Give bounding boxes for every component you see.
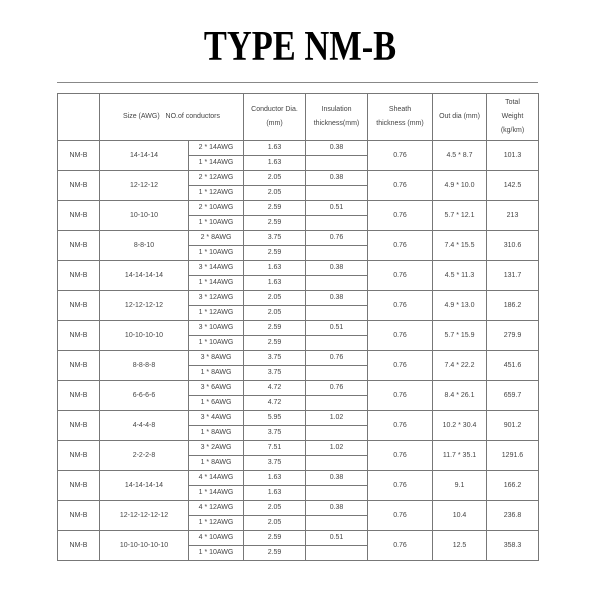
cell-conductors-ground: 1 * 12AWG [189, 306, 244, 321]
cell-insulation-empty [306, 456, 368, 471]
header-insulation [306, 94, 368, 141]
title-divider [57, 82, 538, 83]
table-row [58, 201, 539, 216]
table-row [58, 381, 539, 396]
cell-conductors-ground: 1 * 8AWG [189, 366, 244, 381]
cell-conductors-ground: 1 * 8AWG [189, 456, 244, 471]
page-title: TYPE NM-B [203, 24, 397, 70]
cell-weight: 310.6 [487, 231, 539, 261]
cell-out-dia: 7.4 * 22.2 [433, 351, 487, 381]
cell-conductor-dia-ground: 2.05 [244, 186, 306, 201]
cell-conductor-dia-ground: 2.59 [244, 216, 306, 231]
cell-out-dia: 4.5 * 11.3 [433, 261, 487, 291]
cell-type: NM-B [58, 171, 100, 201]
cell-weight: 186.2 [487, 291, 539, 321]
cell-insulation-empty [306, 396, 368, 411]
table-row [58, 351, 539, 366]
cell-insulation-empty [306, 516, 368, 531]
cell-weight: 101.3 [487, 141, 539, 171]
cell-conductors-ground: 1 * 12AWG [189, 516, 244, 531]
cell-type: NM-B [58, 291, 100, 321]
cell-conductors-ground: 1 * 12AWG [189, 186, 244, 201]
cell-size-awg: 12-12-12 [100, 171, 189, 201]
cell-sheath: 0.76 [368, 261, 433, 291]
cell-conductor-dia-main: 3.75 [244, 351, 306, 366]
cell-conductor-dia-main: 7.51 [244, 441, 306, 456]
header-out-dia: Out dia (mm) [433, 94, 487, 141]
cell-size-awg: 12-12-12-12 [100, 291, 189, 321]
cell-insulation-empty [306, 276, 368, 291]
cell-insulation: 1.02 [306, 441, 368, 456]
cell-conductors-ground: 1 * 14AWG [189, 486, 244, 501]
header-row [58, 94, 539, 141]
cell-insulation: 0.76 [306, 381, 368, 396]
header-weight-line3: (kg/km) [500, 127, 525, 134]
cell-out-dia: 7.4 * 15.5 [433, 231, 487, 261]
cell-conductor-dia-main: 2.05 [244, 501, 306, 516]
cell-size-awg: 8-8-10 [100, 231, 189, 261]
header-weight-line2: Weight [501, 113, 524, 120]
cell-out-dia: 4.9 * 10.0 [433, 171, 487, 201]
cell-sheath: 0.76 [368, 441, 433, 471]
table-row [58, 501, 539, 516]
cell-weight: 358.3 [487, 531, 539, 561]
cell-insulation: 0.76 [306, 231, 368, 246]
cell-conductors-ground: 1 * 14AWG [189, 276, 244, 291]
cell-type: NM-B [58, 531, 100, 561]
cell-weight: 1291.6 [487, 441, 539, 471]
cell-conductor-dia-ground: 2.59 [244, 336, 306, 351]
cell-conductor-dia-ground: 3.75 [244, 426, 306, 441]
cell-sheath: 0.76 [368, 381, 433, 411]
cell-type: NM-B [58, 411, 100, 441]
cell-conductor-dia-ground: 2.05 [244, 516, 306, 531]
cell-insulation: 0.51 [306, 531, 368, 546]
cell-type: NM-B [58, 201, 100, 231]
cell-weight: 166.2 [487, 471, 539, 501]
cell-size-awg: 12-12-12-12-12 [100, 501, 189, 531]
cell-insulation: 0.38 [306, 261, 368, 276]
cell-weight: 451.6 [487, 351, 539, 381]
cell-size-awg: 14-14-14-14 [100, 471, 189, 501]
cell-conductor-dia-ground: 1.63 [244, 276, 306, 291]
table-row [58, 291, 539, 306]
cell-out-dia: 10.4 [433, 501, 487, 531]
cell-sheath: 0.76 [368, 411, 433, 441]
cell-conductor-dia-main: 2.05 [244, 171, 306, 186]
cell-conductor-dia-main: 1.63 [244, 141, 306, 156]
cell-conductors-ground: 1 * 8AWG [189, 426, 244, 441]
cell-sheath: 0.76 [368, 291, 433, 321]
cell-conductor-dia-ground: 1.63 [244, 156, 306, 171]
cell-out-dia: 4.5 * 8.7 [433, 141, 487, 171]
header-insulation-line2: thickness(mm) [313, 120, 360, 127]
header-sheath-line2: thickness (mm) [376, 120, 424, 127]
cell-conductor-dia-main: 1.63 [244, 471, 306, 486]
cell-insulation-empty [306, 186, 368, 201]
header-sheath-line1: Sheath [388, 106, 412, 113]
cell-conductor-dia-main: 1.63 [244, 261, 306, 276]
table-row [58, 321, 539, 336]
cell-insulation: 0.76 [306, 351, 368, 366]
cell-weight: 142.5 [487, 171, 539, 201]
cell-conductor-dia-ground: 3.75 [244, 366, 306, 381]
cell-insulation: 0.38 [306, 291, 368, 306]
cell-conductors-main: 2 * 12AWG [189, 171, 244, 186]
cell-sheath: 0.76 [368, 231, 433, 261]
table-row [58, 471, 539, 486]
header-sheath [368, 94, 433, 141]
cell-conductors-main: 3 * 8AWG [189, 351, 244, 366]
cell-conductors-main: 4 * 10AWG [189, 531, 244, 546]
cell-conductor-dia-ground: 3.75 [244, 456, 306, 471]
table-row [58, 531, 539, 546]
header-type [58, 94, 100, 141]
cell-insulation: 0.51 [306, 321, 368, 336]
cell-out-dia: 12.5 [433, 531, 487, 561]
cell-insulation: 0.51 [306, 201, 368, 216]
cell-conductors-main: 4 * 12AWG [189, 501, 244, 516]
cell-type: NM-B [58, 381, 100, 411]
header-size-conductors [100, 94, 244, 141]
cell-insulation-empty [306, 486, 368, 501]
header-conductor-dia-line1: Conductor Dia. [251, 106, 298, 113]
cell-conductors-ground: 1 * 6AWG [189, 396, 244, 411]
cell-type: NM-B [58, 351, 100, 381]
cell-conductors-main: 2 * 8AWG [189, 231, 244, 246]
cell-sheath: 0.76 [368, 471, 433, 501]
cell-conductor-dia-ground: 2.59 [244, 546, 306, 561]
table-row [58, 411, 539, 426]
header-size-awg: Size (AWG) [123, 113, 160, 120]
cell-out-dia: 11.7 * 35.1 [433, 441, 487, 471]
cell-conductors-main: 3 * 14AWG [189, 261, 244, 276]
cell-insulation-empty [306, 366, 368, 381]
cell-out-dia: 4.9 * 13.0 [433, 291, 487, 321]
nm-b-spec-table [57, 93, 539, 561]
cell-type: NM-B [58, 231, 100, 261]
cell-conductor-dia-main: 2.59 [244, 201, 306, 216]
cell-size-awg: 8-8-8-8 [100, 351, 189, 381]
cell-size-awg: 6-6-6-6 [100, 381, 189, 411]
cell-insulation-empty [306, 216, 368, 231]
cell-conductors-ground: 1 * 10AWG [189, 336, 244, 351]
cell-size-awg: 14-14-14-14 [100, 261, 189, 291]
header-weight-line1: Total [505, 99, 520, 106]
cell-conductor-dia-main: 2.59 [244, 531, 306, 546]
cell-sheath: 0.76 [368, 201, 433, 231]
table-row [58, 171, 539, 186]
cell-type: NM-B [58, 471, 100, 501]
cell-weight: 213 [487, 201, 539, 231]
cell-conductors-main: 3 * 4AWG [189, 411, 244, 426]
cell-conductor-dia-main: 2.05 [244, 291, 306, 306]
cell-conductors-main: 2 * 14AWG [189, 141, 244, 156]
cell-conductor-dia-main: 2.59 [244, 321, 306, 336]
cell-insulation-empty [306, 246, 368, 261]
header-conductor-dia [244, 94, 306, 141]
cell-out-dia: 10.2 * 30.4 [433, 411, 487, 441]
cell-out-dia: 5.7 * 15.9 [433, 321, 487, 351]
table-row [58, 231, 539, 246]
cell-sheath: 0.76 [368, 321, 433, 351]
cell-insulation: 0.38 [306, 171, 368, 186]
cell-insulation-empty [306, 546, 368, 561]
cell-conductors-ground: 1 * 10AWG [189, 246, 244, 261]
cell-conductors-main: 2 * 10AWG [189, 201, 244, 216]
cell-conductors-main: 3 * 12AWG [189, 291, 244, 306]
cell-size-awg: 10-10-10-10 [100, 321, 189, 351]
header-num-conductors: NO.of conductors [165, 113, 220, 120]
cell-weight: 901.2 [487, 411, 539, 441]
table-row [58, 441, 539, 456]
header-weight [487, 94, 539, 141]
cell-weight: 131.7 [487, 261, 539, 291]
cell-insulation: 0.38 [306, 141, 368, 156]
cell-size-awg: 2-2-2-8 [100, 441, 189, 471]
cell-conductor-dia-main: 5.95 [244, 411, 306, 426]
cell-conductors-main: 3 * 6AWG [189, 381, 244, 396]
cell-sheath: 0.76 [368, 171, 433, 201]
cell-size-awg: 4-4-4-8 [100, 411, 189, 441]
cell-out-dia: 9.1 [433, 471, 487, 501]
cell-out-dia: 8.4 * 26.1 [433, 381, 487, 411]
cell-insulation-empty [306, 156, 368, 171]
cell-size-awg: 10-10-10-10-10 [100, 531, 189, 561]
cell-type: NM-B [58, 141, 100, 171]
table-row [58, 141, 539, 156]
cell-type: NM-B [58, 501, 100, 531]
header-insulation-line1: Insulation [321, 106, 352, 113]
cell-insulation-empty [306, 336, 368, 351]
cell-insulation-empty [306, 306, 368, 321]
cell-conductors-ground: 1 * 10AWG [189, 216, 244, 231]
cell-insulation: 1.02 [306, 411, 368, 426]
cell-out-dia: 5.7 * 12.1 [433, 201, 487, 231]
cell-conductor-dia-ground: 2.05 [244, 306, 306, 321]
cell-insulation: 0.38 [306, 501, 368, 516]
cell-sheath: 0.76 [368, 141, 433, 171]
cell-conductor-dia-main: 3.75 [244, 231, 306, 246]
cell-conductor-dia-ground: 4.72 [244, 396, 306, 411]
cell-conductors-main: 3 * 2AWG [189, 441, 244, 456]
cell-conductors-ground: 1 * 14AWG [189, 156, 244, 171]
cell-type: NM-B [58, 441, 100, 471]
cell-conductors-main: 3 * 10AWG [189, 321, 244, 336]
cell-sheath: 0.76 [368, 531, 433, 561]
header-conductor-dia-line2: (mm) [266, 120, 283, 127]
cell-sheath: 0.76 [368, 351, 433, 381]
cell-conductor-dia-main: 4.72 [244, 381, 306, 396]
cell-conductor-dia-ground: 1.63 [244, 486, 306, 501]
table-row [58, 261, 539, 276]
cell-weight: 659.7 [487, 381, 539, 411]
cell-weight: 236.8 [487, 501, 539, 531]
cell-size-awg: 14-14-14 [100, 141, 189, 171]
cell-insulation-empty [306, 426, 368, 441]
cell-conductor-dia-ground: 2.59 [244, 246, 306, 261]
cell-type: NM-B [58, 261, 100, 291]
cell-conductors-main: 4 * 14AWG [189, 471, 244, 486]
cell-type: NM-B [58, 321, 100, 351]
cell-insulation: 0.38 [306, 471, 368, 486]
cell-sheath: 0.76 [368, 501, 433, 531]
cell-weight: 279.9 [487, 321, 539, 351]
cell-size-awg: 10-10-10 [100, 201, 189, 231]
cell-conductors-ground: 1 * 10AWG [189, 546, 244, 561]
